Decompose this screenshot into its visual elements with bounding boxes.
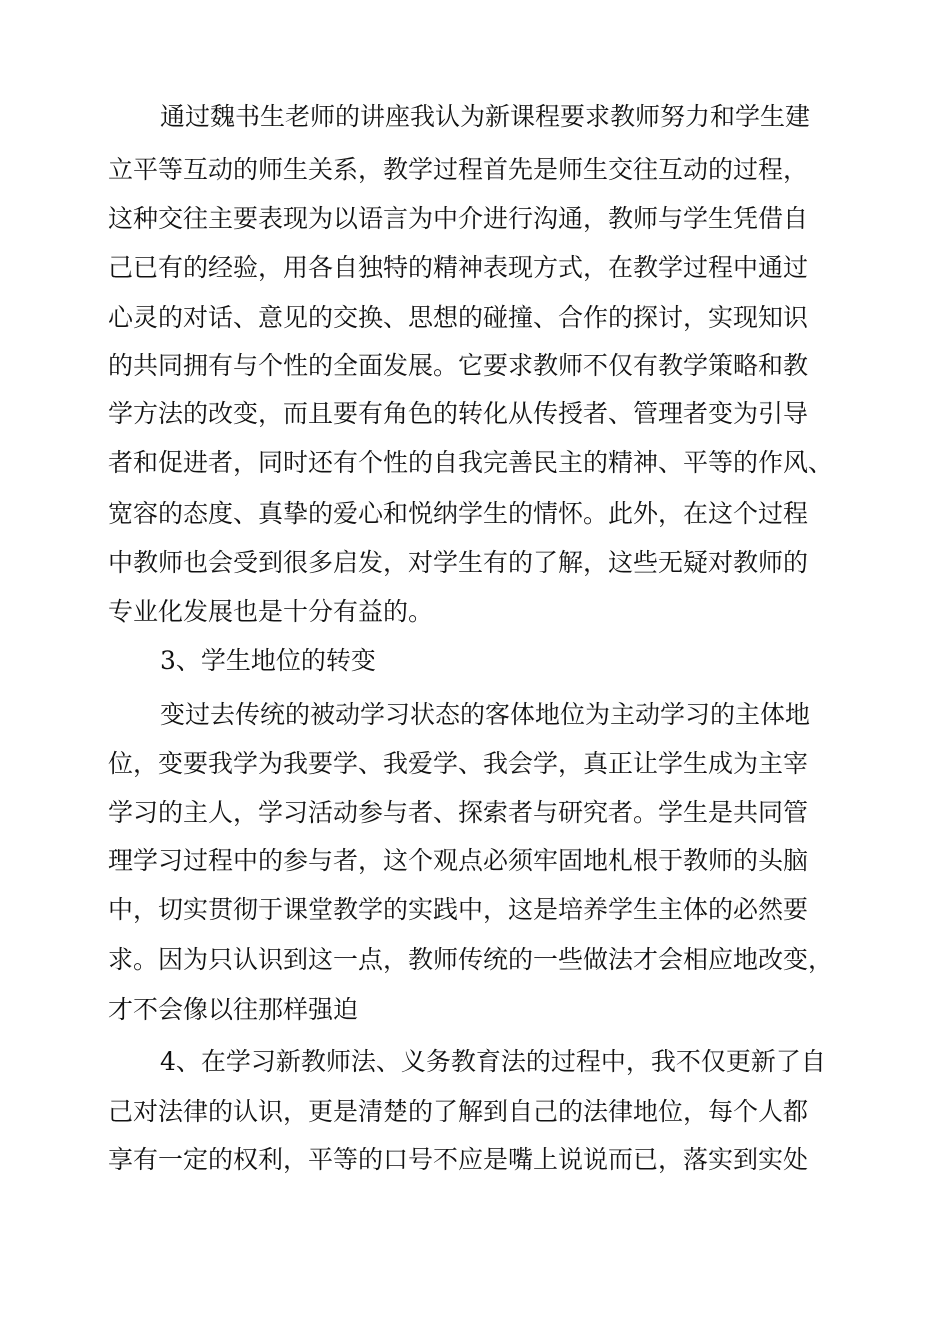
paragraph-2-line-7: 才不会像以往那样强迫 (108, 995, 359, 1024)
paragraph-1-line-11: 专业化发展也是十分有益的。 (108, 597, 434, 626)
paragraph-2-line-6: 求。因为只认识到这一点，教师传统的一些做法才会相应地改变， (108, 945, 834, 974)
paragraph-1-line-5: 心灵的对话、意见的交换、思想的碰撞、合作的探讨，实现知识 (108, 303, 809, 332)
paragraph-1-line-4: 己已有的经验，用各自独特的精神表现方式，在教学过程中通过 (108, 253, 809, 282)
paragraph-1-line-3: 这种交往主要表现为以语言为中介进行沟通，教师与学生凭借自 (108, 204, 809, 233)
paragraph-1-line-6: 的共同拥有与个性的全面发展。它要求教师不仅有教学策略和教 (108, 351, 809, 380)
paragraph-2-line-1: 变过去传统的被动学习状态的客体地位为主动学习的主体地 (160, 700, 811, 729)
paragraph-1-line-7: 学方法的改变，而且要有角色的转化从传授者、管理者变为引导 (108, 399, 809, 428)
paragraph-2-line-2: 位，变要我学为我要学、我爱学、我会学，真正让学生成为主宰 (108, 749, 809, 778)
paragraph-1-line-1: 通过魏书生老师的讲座我认为新课程要求教师努力和学生建 (160, 102, 811, 131)
paragraph-1-line-9: 宽容的态度、真挚的爱心和悦纳学生的情怀。此外，在这个过程 (108, 499, 809, 528)
paragraph-1-line-2: 立平等互动的师生关系，教学过程首先是师生交往互动的过程， (108, 155, 809, 184)
paragraph-3-line-2: 己对法律的认识，更是清楚的了解到自己的法律地位，每个人都 (108, 1097, 809, 1126)
paragraph-1-line-10: 中教师也会受到很多启发，对学生有的了解，这些无疑对教师的 (108, 548, 809, 577)
paragraph-3-line-3: 享有一定的权利，平等的口号不应是嘴上说说而已，落实到实处 (108, 1145, 809, 1174)
paragraph-1-line-8: 者和促进者，同时还有个性的自我完善民主的精神、平等的作风、 (108, 448, 834, 477)
paragraph-2-line-5: 中，切实贯彻于课堂教学的实践中，这是培养学生主体的必然要 (108, 895, 809, 924)
paragraph-3-line-1: 4、在学习新教师法、义务教育法的过程中，我不仅更新了自 (160, 1047, 826, 1076)
paragraph-2-line-3: 学习的主人，学习活动参与者、探索者与研究者。学生是共同管 (108, 798, 809, 827)
section-heading-3: 3、学生地位的转变 (160, 646, 376, 675)
paragraph-2-line-4: 理学习过程中的参与者，这个观点必须牢固地札根于教师的头脑 (108, 846, 809, 875)
